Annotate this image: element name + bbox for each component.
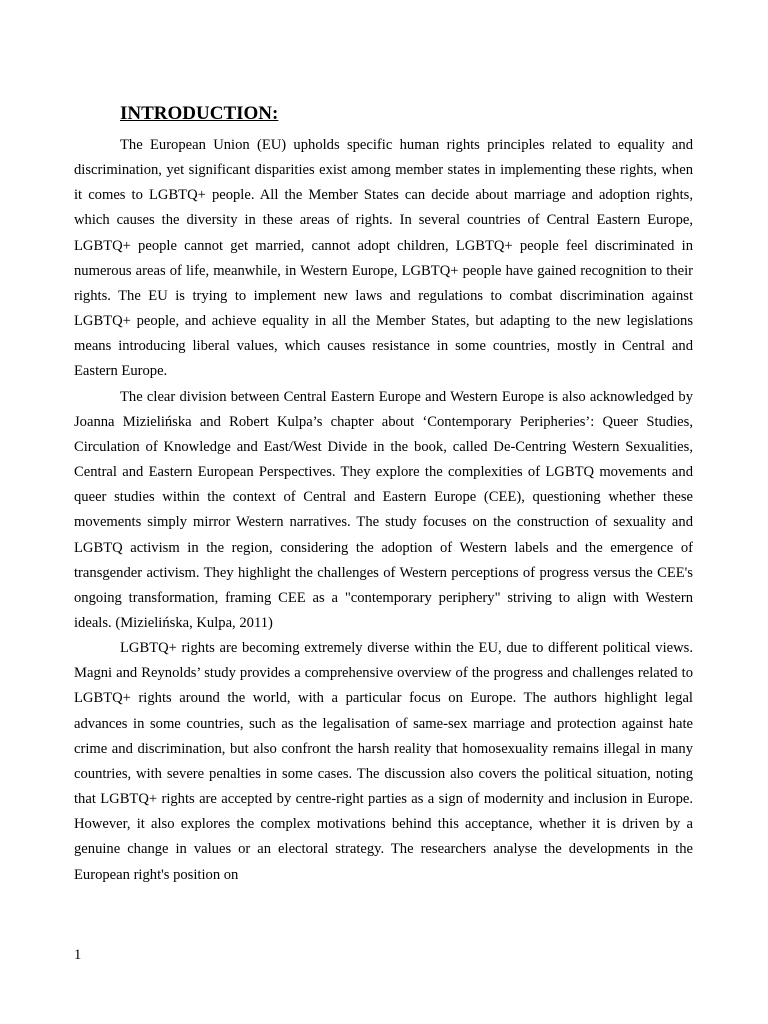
paragraph-3: LGBTQ+ rights are becoming extremely diverse within the EU, due to different political views. Magni and Reynolds’ study provides a comprehensive overview of the progress and challenges related to LGBTQ+ rights around the world, with a particular focus on Europe. The authors highlight legal advances in some countries, such as the legalisation of same-sex marriage and protection against hate crime and discrimination, but also confront the harsh reality that homosexuality remains illegal in many countries, with severe penalties in some cases. The discussion also covers the political situation, noting that LGBTQ+ rights are accepted by centre-right parties as a sign of modernity and inclusion in Europe. However, it also explores the complex motivations behind this acceptance, whether it is driven by a genuine change in values or an electoral strategy. The researchers analyse the developments in the European right's position on [74, 640, 693, 883]
section-heading: INTRODUCTION: [120, 103, 279, 124]
page-number: 1 [74, 947, 82, 963]
body-text [74, 133, 693, 888]
paragraph-1: The European Union (EU) upholds specific human rights principles related to equality and discrimination, yet significant disparities exist among member states in implementing these rights, when it comes to LGBTQ+ people. All the Member States can decide about marriage and adoption rights, which causes the diversity in these areas of rights. In several countries of Central Eastern Europe, LGBTQ+ people cannot get married, cannot adopt children, LGBTQ+ people feel discriminated in numerous areas of life, meanwhile, in Western Europe, LGBTQ+ people have gained recognition to their rights. The EU is trying to implement new laws and regulations to combat discrimination against LGBTQ+ people, and achieve equality in all the Member States, but adapting to the new legislations means introducing liberal values, which causes resistance in some countries, mostly in Central and Eastern Europe. [74, 137, 693, 380]
paragraph-2: The clear division between Central Eastern Europe and Western Europe is also acknowledged by Joanna Mizielińska and Robert Kulpa’s chapter about ‘Contemporary Peripheries’: Queer Studies, Circulation of Knowledge and East/West Divide in the book, called De-Centring Western Sexualities, Central and Eastern European Perspectives. They explore the complexities of LGBTQ movements and queer studies within the context of Central and Eastern Europe (CEE), questioning whether these movements simply mirror Western narratives. The study focuses on the construction of sexuality and LGBTQ activism in the region, considering the adoption of Western labels and the emergence of transgender activism. They highlight the challenges of Western perceptions of progress versus the CEE's ongoing transformation, framing CEE as a "contemporary periphery" striving to align with Western ideals. (Mizielińska, Kulpa, 2011) [74, 388, 693, 631]
